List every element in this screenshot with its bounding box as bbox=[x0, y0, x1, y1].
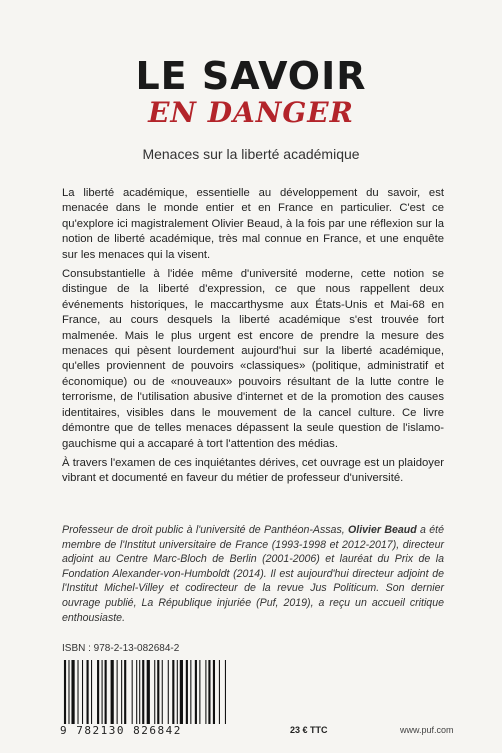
barcode-bar bbox=[162, 660, 163, 724]
author-bio-details: a été membre de l'Institut universitaire de France (1993-1998 et 2012-2017), directeur adjoint au Centre Marc-Bloch de Berlin (2001-2006) et lauréat du Prix de la Fondation Alexander-von-Humboldt (2014). Il est aujourd'hui directeur adjoint de l'Institut Michel-Villey et codirecteur de la revue Jus Politicum. Son dernier ouvrage publié, La République injuriée (Puf, 2019), a reçu un accueil critique enthousiaste. bbox=[62, 524, 444, 624]
barcode-bar bbox=[177, 660, 178, 724]
barcode-bar bbox=[121, 660, 122, 724]
barcode-bar bbox=[102, 660, 103, 724]
book-subtitle: Menaces sur la liberté académique bbox=[142, 146, 360, 162]
barcode-bar bbox=[132, 660, 133, 724]
barcode-bar bbox=[168, 660, 169, 724]
barcode-bar bbox=[124, 660, 126, 724]
barcode-bar bbox=[105, 660, 107, 724]
barcode bbox=[62, 660, 227, 724]
barcode-bar bbox=[225, 660, 226, 724]
barcode-bar bbox=[91, 660, 92, 724]
publisher-url: www.puf.com bbox=[400, 725, 454, 735]
barcode-bar bbox=[111, 660, 114, 724]
barcode-bar bbox=[64, 660, 66, 724]
barcode-bar bbox=[77, 660, 78, 724]
barcode-bar bbox=[205, 660, 206, 724]
book-title: LE SAVOIR bbox=[135, 54, 367, 98]
barcode-bar bbox=[186, 660, 188, 724]
barcode-bar bbox=[154, 660, 155, 724]
barcode-bar bbox=[195, 660, 197, 724]
back-cover-blurb bbox=[62, 186, 444, 491]
barcode-bar bbox=[199, 660, 200, 724]
barcode-bar bbox=[68, 660, 69, 724]
blurb-paragraph-1: La liberté académique, essentielle au développement du savoir, est menacée dans le monde entier et en France en particulier. C'est ce qu'explore ici magistralement Olivier Beaud, à la fois par une réflexion sur la notion de liberté académique, très mal connue en France, et une enquête sur les menaces qui la visent. bbox=[62, 187, 444, 261]
barcode-bar bbox=[172, 660, 174, 724]
barcode-bar bbox=[117, 660, 118, 724]
barcode-bar bbox=[219, 660, 220, 724]
barcode-bar bbox=[180, 660, 183, 724]
barcode-bar bbox=[147, 660, 150, 724]
book-title-accent: EN DANGER bbox=[148, 96, 354, 129]
barcode-bar bbox=[142, 660, 144, 724]
price: 23 € TTC bbox=[290, 725, 328, 735]
barcode-bar bbox=[139, 660, 140, 724]
blurb-paragraph-2: Consubstantielle à l'idée même d'université moderne, cette notion se distingue de la liberté d'expression, ce que nous rappellent deux événements historiques, le maccarthysme aux États-Unis et Mai-68 en France, au cours desquels la liberté académique s'est trouvée fort malmenée. Mais le plus urgent est encore de prendre la mesure des menaces qui pèsent lourdement aujourd'hui sur la liberté académique, qu'elles proviennent de pouvoirs «classiques» (politique, administratif et économique) ou de «nouveaux» pouvoirs résultant de la lutte contre le terrorisme, de l'utilisation abusive d'internet et de la promotion des causes identitaires, visibles dans le mouvement de la cancel culture. Ce livre démontre que de telles menaces dépassent la seule question de l'islamo-gauchisme qui a accaparé à tort l'attention des médias. bbox=[62, 268, 444, 450]
barcode-bar bbox=[190, 660, 191, 724]
barcode-bar bbox=[136, 660, 137, 724]
barcode-bar bbox=[97, 660, 99, 724]
author-bio bbox=[62, 523, 444, 625]
author-bio-intro: Professeur de droit public à l'université de Panthéon-Assas, bbox=[62, 524, 349, 536]
author-name: Olivier Beaud bbox=[348, 524, 417, 536]
barcode-bar bbox=[213, 660, 215, 724]
barcode-bar bbox=[87, 660, 89, 724]
blurb-paragraph-3: À travers l'examen de ces inquiétantes dérives, cet ouvrage est un plaidoyer vibrant et documenté en faveur du métier de professeur d'université. bbox=[62, 456, 444, 485]
isbn-label: ISBN : 978-2-13-082684-2 bbox=[62, 643, 180, 654]
barcode-bar bbox=[208, 660, 210, 724]
barcode-bar bbox=[71, 660, 74, 724]
barcode-bar bbox=[82, 660, 83, 724]
barcode-digits: 9 782130 826842 bbox=[60, 724, 182, 737]
barcode-bar bbox=[157, 660, 159, 724]
